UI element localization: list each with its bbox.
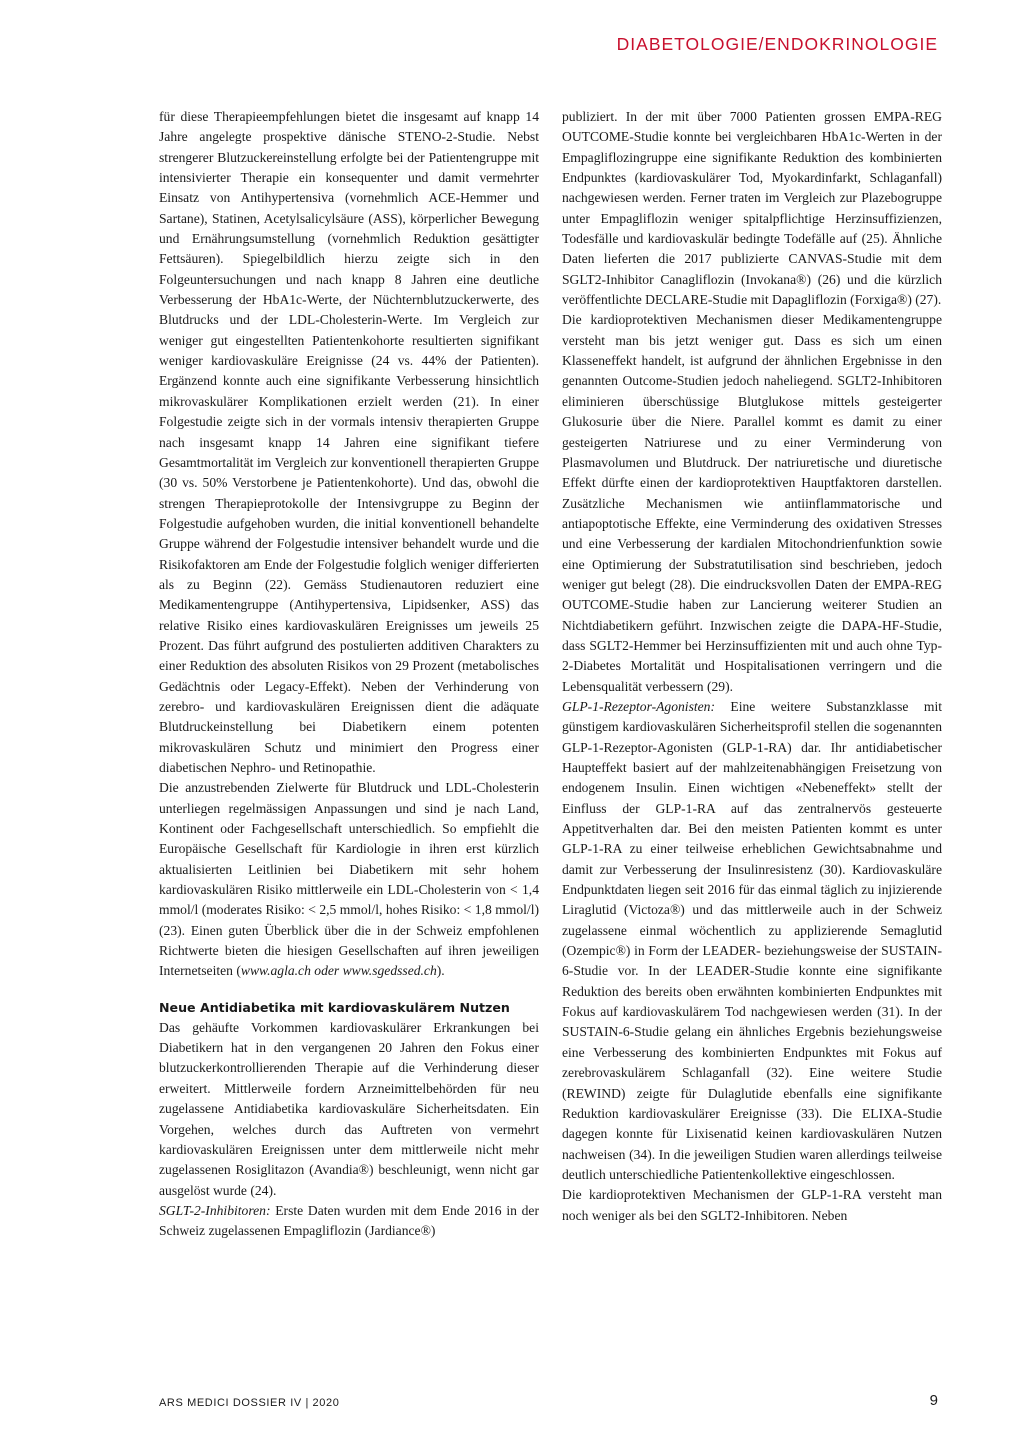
paragraph-empa-reg: publiziert. In der mit über 7000 Patienten grossen EMPA-REG OUTCOME-Studie konnte bei vergleichbaren HbA1c-Werten in der Empagliflozingruppe eine signifikante Reduktion des kombinierten Endpunktes (kardiovaskulärer Tod, Myokardinfarkt, Schlaganfall) nachgewiesen werden. Ferner traten im Vergleich zur Plazebogruppe unter Empagliflozin weniger spitalpflichtige Herzinsuffizienzen, Todesfälle und kardiovaskulär bedingte Todefälle auf (25). Ähnliche Daten lieferten die 2017 publizierte CANVAS-Studie mit dem SGLT2-Inhibitor Canagliflozin (Invokana®) (26) und die kürzlich veröffentlichte DECLARE-Studie mit Dapagliflozin (Forxiga®) (27). xyxy=(562,109,942,308)
publication-footer: ARS MEDICI DOSSIER IV | 2020 xyxy=(159,1397,340,1409)
society-links[interactable]: www.agla.ch oder www.sgedssed.ch xyxy=(240,963,437,979)
page-number: 9 xyxy=(929,1392,938,1409)
section-header: DIABETOLOGIE/ENDOKRINOLOGIE xyxy=(616,34,938,54)
left-column xyxy=(159,107,539,1242)
sglt2-intro-text: Erste Daten wurden mit dem Ende 2016 in der Schweiz zugelassenen Empagliflozin (Jardiance®) xyxy=(159,1202,539,1239)
right-column xyxy=(562,107,942,1226)
glp1-text: Eine weitere Substanzklasse mit günstigem kardiovaskulären Sicherheitsprofil stellen die sogenannten GLP-1-Rezeptor-Agonisten (GLP-1-RA) dar. Ihr antidiabetischer Haupteffekt basiert auf der mahlzeitenabhängigen Freisetzung von endogenem Insulin. Einen wichtigen «Nebeneffekt» stellt der Einfluss der GLP-1-RA auf das zentralnervös gesteuerte Appetitverhalten dar. Bei den meisten Patienten kommt es unter GLP-1-RA zu einer teilweise erheblichen Gewichtsabnahme und damit zur Verbesserung der Insulinresistenz (30). Kardiovaskuläre Endpunktdaten liegen seit 2016 für das einmal täglich zu injizierende Liraglutid (Victoza®) und das mittlerweile auch in der Schweiz zugelassene einmal wöchentlich zu applizierende Semaglutid (Ozempic®) in Form der LEADER- beziehungsweise der SUSTAIN-6-Studie vor. In der LEADER-Studie konnte eine signifikante Reduktion des bereits oben erwähnten kombinierten Endpunktes mit Fokus auf kardiovaskulärem Tod nachgewiesen werden (31). In der SUSTAIN-6-Studie gelang ein ähnliches Ergebnis beziehungsweise eine Verbesserung des kombinierten Endpunktes mit Fokus auf zerebrovaskulärem Schlaganfall (32). Eine weitere Studie (REWIND) zeigte für Dulaglutide ebenfalls eine signifikante Reduktion kardiovaskulärer Ereignisse (33). Die ELIXA-Studie dagegen konnte für Lixisenatid keinen kardiovaskulären Nutzen nachweisen (34). In die jeweiligen Studien waren allerdings teilweise deutlich unterschiedliche Patientenkollektive eingeschlossen. xyxy=(562,698,942,1182)
glp1-label: GLP-1-Rezeptor-Agonisten: xyxy=(562,698,716,714)
paragraph-target-values-text: Die anzustrebenden Zielwerte für Blutdruck und LDL-Cholesterin unterliegen regelmässigen Anpassungen und sind je nach Land, Kontinent oder Fachgesellschaft unterschiedlich. So empfiehlt die Europäische Gesellschaft für Kardiologie in ihren erst kürzlich aktualisierten Leitlinien bei Diabetikern mit sehr hohem kardiovaskulären Risiko mittlerweile ein LDL-Cholesterin von < 1,4 mmol/l (moderates Risiko: < 2,5 mmol/l, hohes Risiko: < 1,8 mmol/l) (23). Einen guten Überblick über die in der Schweiz empfohlenen Richtwerte bieten die hiesigen Gesellschaften auf ihren jeweiligen Internetseiten ( xyxy=(159,780,539,979)
paragraph-steno2: für diese Therapieempfehlungen bietet die insgesamt auf knapp 14 Jahre angelegte prospektive dänische STENO-2-Studie. Nebst strengerer Blutzuckereinstellung erfolgte bei der Patientengruppe mit intensivierter Therapie ein konsequenter und damit vermehrter Einsatz von Antihypertensiva (vornehmlich ACE-Hemmer und Sartane), Statinen, Acetylsalicylsäure (ASS), körperlicher Bewegung und Ernährungsumstellung (vornehmlich Reduktion gesättigter Fettsäuren). Spiegelbildlich hierzu zeigte sich in den Folgeuntersuchungen und nach knapp 8 Jahren eine deutliche Verbesserung der HbA1c-Werte, der Nüchternblutzuckerwerte, des Blutdrucks und der LDL-Cholesterin-Werte. Im Vergleich zur weniger gut eingestellten Patientenkohorte resultierten signifikant weniger kardiovaskuläre Ereignisse (24 vs. 44% der Patienten). Ergänzend konnte auch eine signifikante Verbesserung hinsichtlich mikrovaskulärer Komplikationen erzielt werden (21). In einer Folgestudie zeigte sich in der vormals intensiv therapierten Gruppe nach insgesamt knapp 14 Jahren eine signifikant tiefere Gesamtmortalität im Vergleich zur konventionell therapierten Gruppe (30 vs. 50% Verstorbene je Patientenkohorte). Und das, obwohl die strengen Therapieprotokolle der Intensivgruppe zu Beginn der Folgestudie aufgehoben wurden, die initial konventionell behandelte Gruppe während der Folgestudie intensiver behandelt wurde und die Risikofaktoren am Ende der Folgestudie folglich weniger differierten als zu Beginn (22). Gemäss Studienautoren reduziert eine Medikamentengruppe (Antihypertensiva, Lipidsenker, ASS) das relative Risiko eines kardiovaskulären Ereignisses um jeweils 25 Prozent. Das führt aufgrund des postulierten additiven Charakters zu einer Reduktion des absoluten Risikos von 29 Prozent (metabolisches Gedächtnis oder Legacy-Effekt). Neben der Verhinderung von zerebro- und kardiovaskulären Ereignissen dient die adäquate Blutdruckeinstellung bei Diabetikern einem potenten mikrovaskulären Schutz und minimiert den Progress einer diabetischen Nephro- und Retinopathie. xyxy=(159,109,539,775)
sglt2-label: SGLT-2-Inhibitoren: xyxy=(159,1202,271,1218)
paragraph-sglt2-mechanisms: Die kardioprotektiven Mechanismen dieser Medikamentengruppe versteht man bis jetzt weniger gut. Dass es sich um einen Klasseneffekt handelt, ist aufgrund der ähnlichen Ergebnisse in den genannten Outcome-Studien jedoch naheliegend. SGLT2-Inhibitoren eliminieren überschüssige Blutglukose mittels gesteigerter Glukosurie über die Niere. Parallel kommt es damit zu einer gesteigerten Natriurese und zu einer Verminderung von Plasmavolumen und Blutdruck. Der natriuretische und diuretische Effekt dürfte einen der kardioprotektiven Hauptfaktoren darstellen. Zusätzliche Mechanismen wie antiinflammatorische und antiapoptotische Effekte, eine Verminderung des oxidativen Stresses und eine Verbesserung der kardialen Mitochondrienfunktion sowie eine Optimierung der Substratutilisation sind beschrieben, jedoch weniger gut belegt (28). Die eindrucksvollen Daten der EMPA-REG OUTCOME-Studie haben zur Lancierung weiterer Studien an Nichtdiabetikern geführt. Inzwischen zeigte die DAPA-HF-Studie, dass SGLT2-Hemmer bei Herzinsuffizienten mit und auch ohne Typ-2-Diabetes Mortalität und Hospitalisationen verringern und die Lebensqualität verbessern (29). xyxy=(562,312,942,694)
paragraph-glp1-mechanisms: Die kardioprotektiven Mechanismen der GLP-1-RA versteht man noch weniger als bei den SGLT2-Inhibitoren. Neben xyxy=(562,1187,942,1223)
paragraph-sglt2-intro xyxy=(159,1201,539,1242)
paragraph-new-antidiabetics: Das gehäufte Vorkommen kardiovaskulärer Erkrankungen bei Diabetikern hat in den vergangenen 20 Jahren den Fokus einer blutzuckerkontrollierenden Therapie auf die Verhinderung dieser erweitert. Mittlerweile fordern Arzneimittelbehörden für neu zugelassene Antidiabetika kardiovaskuläre Sicherheitsdaten. Ein Vorgehen, welches durch das Auftreten von vermehrt kardiovaskulären Ereignissen unter dem mittlerweile nicht mehr zugelassenen Rosiglitazon (Avandia®) beschleunigt, wenn nicht gar ausgelöst wurde (24). xyxy=(159,1019,539,1198)
paragraph-target-values xyxy=(159,778,539,981)
paragraph-target-values-end: ). xyxy=(436,963,445,979)
paragraph-glp1 xyxy=(562,697,942,1185)
section-heading: Neue Antidiabetika mit kardiovaskulärem Nutzen xyxy=(159,999,510,1015)
